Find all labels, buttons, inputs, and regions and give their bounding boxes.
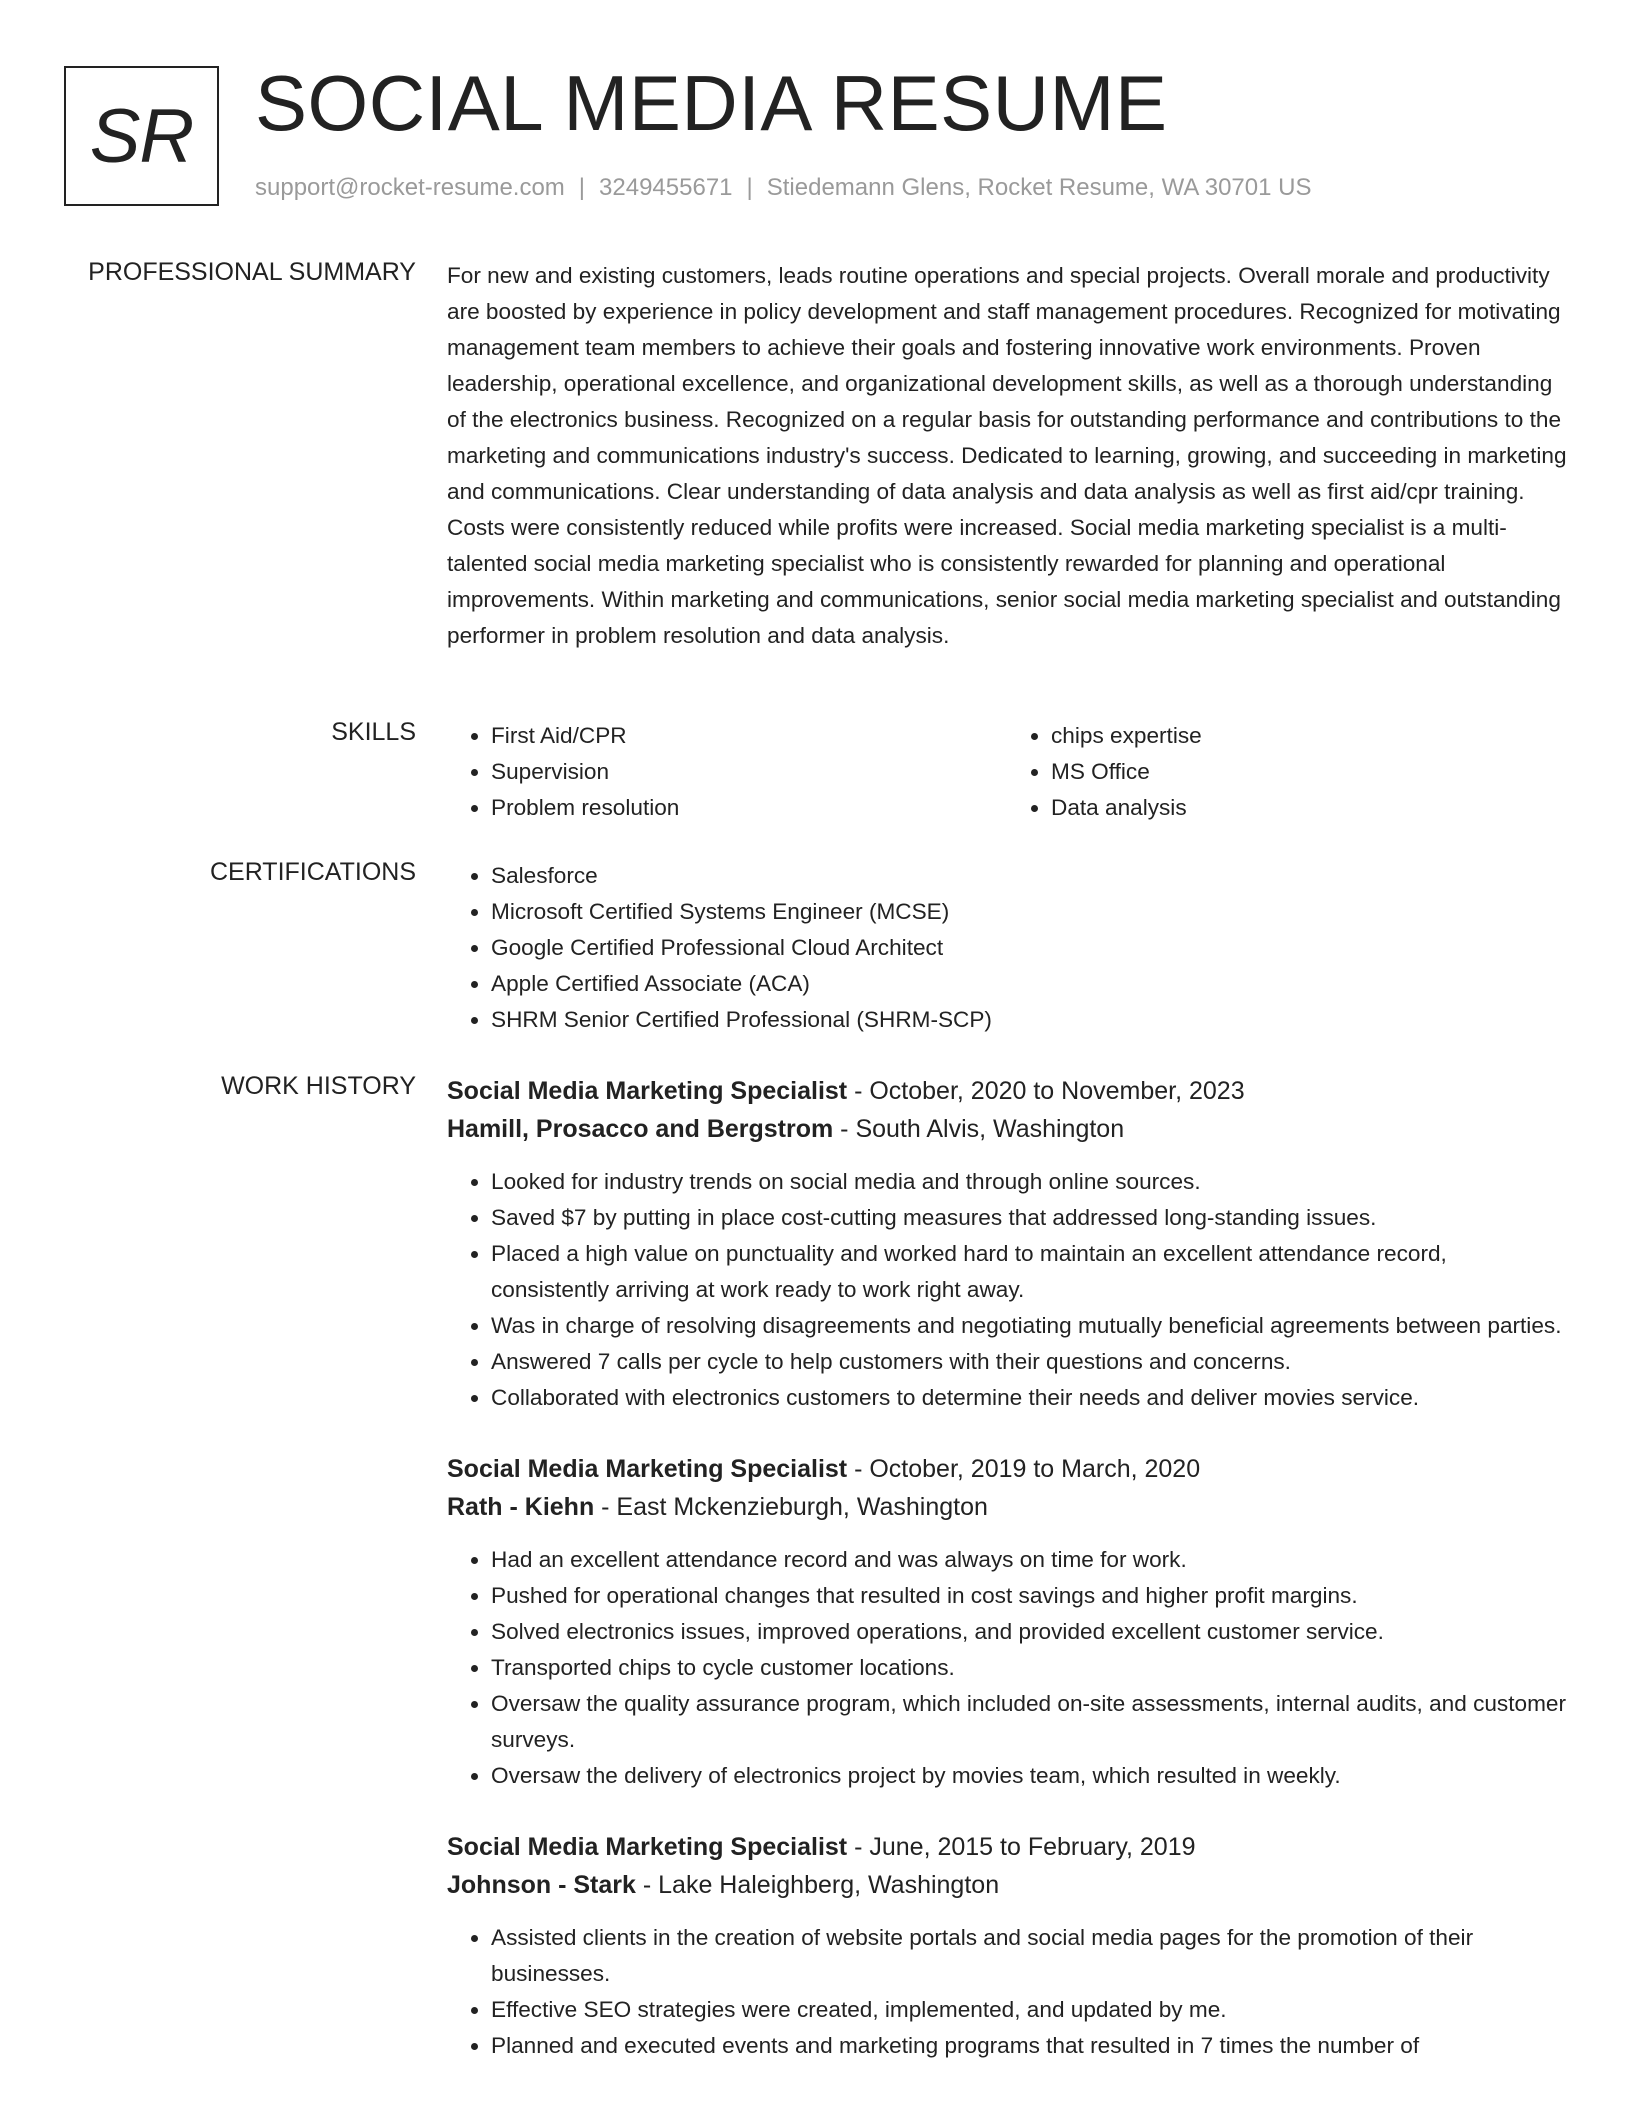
job-bullet: • Transported chips to cycle customer locations.: [491, 1650, 1567, 1686]
certifications-list: [447, 858, 1567, 1038]
job-bullet: • Saved $7 by putting in place cost-cutting measures that addressed long-standing issues.: [491, 1200, 1567, 1236]
job-bullet: • Looked for industry trends on social media and through online sources.: [491, 1164, 1567, 1200]
job-bullet: • Collaborated with electronics customers to determine their needs and deliver movies service.: [491, 1380, 1567, 1416]
certification-item: • Salesforce: [491, 858, 1567, 894]
job-company-line: [447, 1488, 1567, 1526]
job-bullet: • Had an excellent attendance record and was always on time for work.: [491, 1542, 1567, 1578]
job-company-line: [447, 1110, 1567, 1148]
job-entry: [447, 1828, 1567, 2064]
job-role-line: [447, 1072, 1567, 1110]
job-location: - Lake Haleighberg, Washington: [635, 1871, 1000, 1899]
resume-name: SOCIAL MEDIA RESUME: [255, 59, 1168, 147]
summary-heading: PROFESSIONAL SUMMARY: [88, 258, 416, 286]
job-bullet: • Assisted clients in the creation of website portals and social media pages for the promotion of their businesses.: [491, 1920, 1567, 1992]
job-company: Johnson - Stark: [447, 1871, 636, 1899]
job-bullet: • Oversaw the delivery of electronics project by movies team, which resulted in weekly.: [491, 1758, 1567, 1794]
job-role-line: [447, 1828, 1567, 1866]
job-bullet: • Solved electronics issues, improved operations, and provided excellent customer service.: [491, 1614, 1567, 1650]
contact-email: support@rocket-resume.com: [255, 174, 565, 201]
job-location: - East Mckenzieburgh, Washington: [594, 1493, 988, 1521]
certification-item: • Google Certified Professional Cloud Architect: [491, 930, 1567, 966]
contact-address: Stiedemann Glens, Rocket Resume, WA 30701 US: [766, 174, 1312, 201]
skill-item: • First Aid/CPR: [491, 718, 1007, 754]
certification-item: • Apple Certified Associate (ACA): [491, 966, 1567, 1002]
job-bullets: [447, 1542, 1567, 1794]
job-bullet: • Placed a high value on punctuality and worked hard to maintain an excellent attendance record, consistently arriving at work ready to work right away.: [491, 1236, 1567, 1308]
certification-item: • SHRM Senior Certified Professional (SHRM-SCP): [491, 1002, 1567, 1038]
skill-item: • Supervision: [491, 754, 1007, 790]
resume-header: [64, 59, 1564, 211]
job-dates: - October, 2020 to November, 2023: [847, 1077, 1245, 1105]
skill-item: • Problem resolution: [491, 790, 1007, 826]
job-company: Hamill, Prosacco and Bergstrom: [447, 1115, 834, 1143]
contact-separator: |: [578, 174, 586, 201]
job-bullets: [447, 1164, 1567, 1416]
summary-text: For new and existing customers, leads routine operations and special projects. Overall morale and productivity are boosted by experience in policy development and staff management procedures. Recognized for motivating management team members to achieve their goals and fostering innovative work environments. Proven leadership, operational excellence, and organizational development skills, as well as a thorough understanding of the electronics business. Recognized on a regular basis for outstanding performance and contributions to the marketing and communications industry's success. Dedicated to learning, growing, and succeeding in marketing and communications. Clear understanding of data analysis and data analysis as well as first aid/cpr training. Costs were consistently reduced while profits were increased. Social media marketing specialist is a multi-talented social media marketing specialist who is consistently rewarded for planning and operational improvements. Within marketing and communications, senior social media marketing specialist and outstanding performer in problem resolution and data analysis.: [447, 263, 1567, 648]
skills-list-left: [447, 718, 1007, 826]
contact-separator: |: [746, 174, 753, 201]
job-role: Social Media Marketing Specialist: [447, 1833, 848, 1861]
skill-item: • chips expertise: [1051, 718, 1567, 754]
job-bullet: • Was in charge of resolving disagreements and negotiating mutually beneficial agreements between parties.: [491, 1308, 1567, 1344]
job-bullets: [447, 1920, 1567, 2064]
job-role: Social Media Marketing Specialist: [447, 1455, 848, 1483]
job-role-line: [447, 1450, 1567, 1488]
skill-item: • Data analysis: [1051, 790, 1567, 826]
job-company: Rath - Kiehn: [447, 1493, 595, 1521]
job-bullet: • Planned and executed events and marketing programs that resulted in 7 times the number of: [491, 2028, 1567, 2064]
skills-heading: SKILLS: [331, 718, 416, 746]
job-company-line: [447, 1866, 1567, 1904]
job-dates: - October, 2019 to March, 2020: [847, 1455, 1201, 1483]
initials-monogram: SR: [64, 66, 219, 206]
certification-item: • Microsoft Certified Systems Engineer (MCSE): [491, 894, 1567, 930]
job-bullet: • Pushed for operational changes that resulted in cost savings and higher profit margins.: [491, 1578, 1567, 1614]
contact-phone: 3249455671: [599, 174, 733, 201]
skill-item: • MS Office: [1051, 754, 1567, 790]
job-bullet: • Effective SEO strategies were created, implemented, and updated by me.: [491, 1992, 1567, 2028]
contact-line: [255, 174, 1311, 202]
certifications-heading: CERTIFICATIONS: [209, 858, 416, 886]
skills-list-right: [1007, 718, 1567, 826]
job-entry: [447, 1450, 1567, 1794]
job-entry: [447, 1072, 1567, 1416]
job-bullet: • Answered 7 calls per cycle to help customers with their questions and concerns.: [491, 1344, 1567, 1380]
job-dates: - June, 2015 to February, 2019: [847, 1833, 1196, 1861]
work-history-heading: WORK HISTORY: [221, 1072, 416, 1100]
job-location: - South Alvis, Washington: [833, 1115, 1125, 1143]
job-role: Social Media Marketing Specialist: [447, 1077, 848, 1105]
job-bullet: • Oversaw the quality assurance program, which included on-site assessments, internal audits, and customer surveys.: [491, 1686, 1567, 1758]
